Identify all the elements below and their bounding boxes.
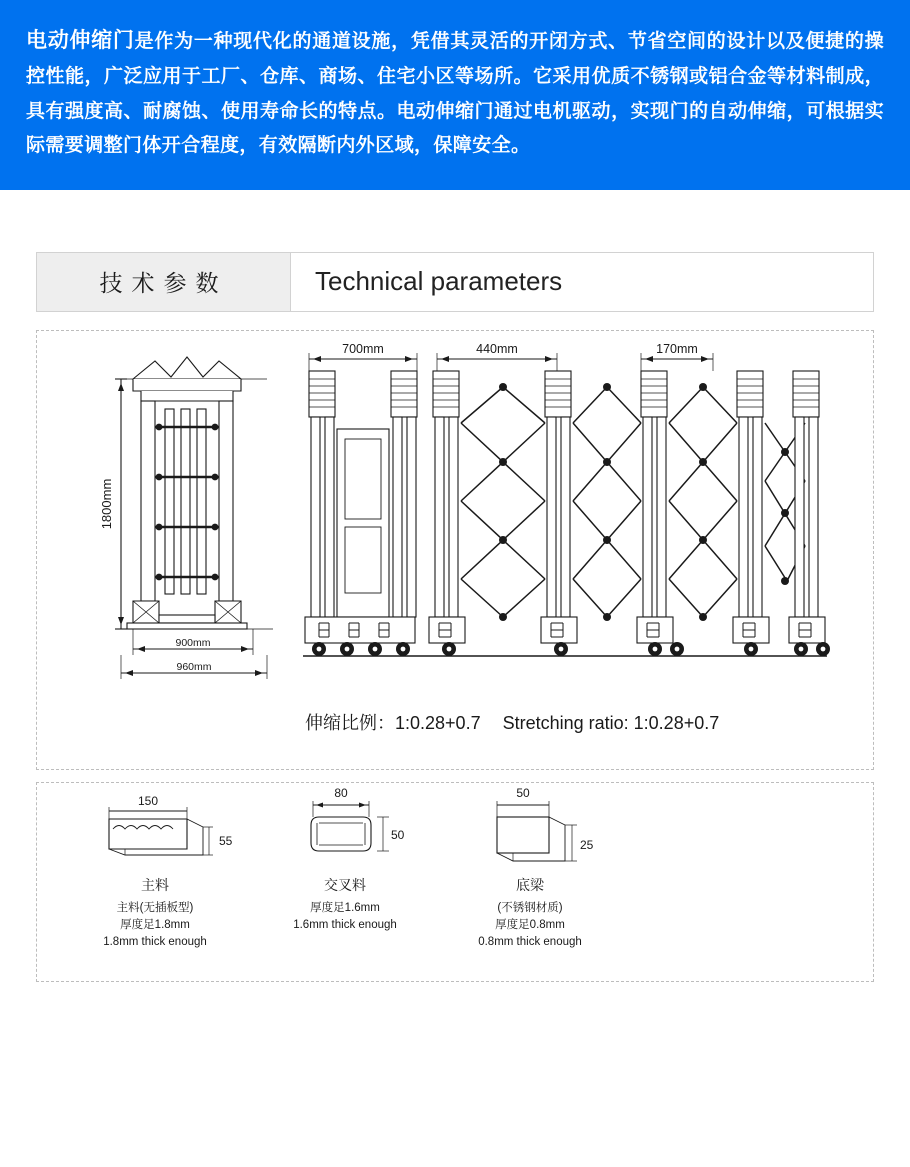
intro-lead: 电动伸缩门 — [26, 29, 135, 52]
intro-paragraph — [26, 22, 884, 164]
heading-cn-label: 技术参数 — [37, 253, 291, 311]
intro-banner — [0, 0, 910, 190]
materials-panel — [36, 782, 874, 982]
technical-parameters-heading — [36, 252, 874, 312]
mat2-name: 交叉料 — [324, 876, 366, 893]
mat3-sub3: 0.8mm thick enough — [478, 935, 582, 948]
mat1-sub3: 1.8mm thick enough — [103, 935, 207, 948]
mat3-sub2: 厚度足0.8mm — [495, 918, 565, 931]
mat1-height-dim: 55 — [219, 833, 233, 848]
mat2-sub3: 1.6mm thick enough — [293, 918, 397, 931]
stretching-ratio-line — [305, 709, 719, 735]
mat1-sub1: 主料(无插板型) — [116, 902, 194, 915]
dim-1800-label: 1800mm — [99, 478, 114, 530]
heading-en-label: Technical parameters — [291, 253, 873, 311]
material-caption-cross — [265, 875, 425, 934]
material-caption-main — [85, 875, 225, 950]
mat3-width-dim: 50 — [516, 785, 530, 800]
ratio-cn-label: 伸缩比例：1:0.28+0.7 — [305, 712, 481, 733]
dim-900-label: 900mm — [175, 636, 211, 649]
dim-960-label: 960mm — [176, 660, 212, 673]
ratio-en-label: Stretching ratio: 1:0.28+0.7 — [502, 712, 720, 733]
mat2-width-dim: 80 — [334, 785, 348, 800]
material-caption-bottom-beam — [445, 875, 615, 950]
dim-700-label: 700mm — [342, 341, 384, 356]
mat3-height-dim: 25 — [580, 837, 594, 852]
intro-body: 是作为一种现代化的通道设施，凭借其灵活的开闭方式、节省空间的设计以及便捷的操控性能，广泛应用于工厂、仓库、商场、住宅小区等场所。它采用优质不锈钢或铝合金等材料制成，具有强度高、耐腐蚀、使用寿命长的特点。电动伸缩门通过电机驱动，实现门的自动伸缩，可根据实际需要调整门体开合程度，有效隔断内外区域，保障安全。 — [26, 31, 885, 157]
mat2-sub2: 厚度足1.6mm — [310, 902, 380, 915]
dim-440-label: 440mm — [476, 341, 518, 356]
mat2-height-dim: 50 — [391, 827, 405, 842]
mat1-name: 主料 — [141, 876, 169, 893]
mat1-sub2: 厚度足1.8mm — [120, 918, 190, 931]
mat1-width-dim: 150 — [137, 793, 159, 808]
mat3-name: 底梁 — [516, 876, 544, 893]
gate-technical-drawing — [37, 331, 875, 769]
mat3-sub1: (不锈钢材质) — [497, 902, 563, 915]
dim-170-label: 170mm — [656, 341, 698, 356]
main-drawing-panel — [36, 330, 874, 770]
